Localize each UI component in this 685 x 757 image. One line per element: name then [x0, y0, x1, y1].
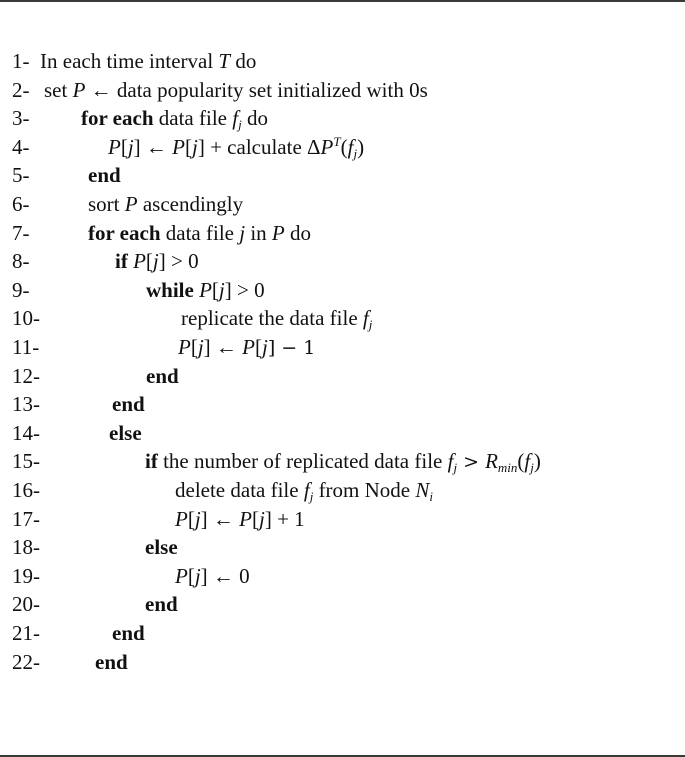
keyword: end [112, 621, 145, 645]
line-code [81, 104, 268, 132]
line-number: 17- [12, 506, 40, 531]
line-code [95, 648, 128, 676]
text-segment: [ [187, 563, 195, 588]
math-symbol: j [530, 460, 534, 476]
text-segment: ( [517, 449, 525, 474]
line-number: 9- [12, 277, 30, 302]
text-segment: ] ← [203, 335, 243, 359]
line-code [178, 333, 315, 362]
math-symbol: f [524, 449, 531, 474]
keyword: if [115, 249, 134, 274]
math-symbol: j [453, 460, 458, 476]
line-number: 22- [12, 649, 40, 674]
text-segment: [ [252, 506, 259, 531]
math-symbol: j [238, 117, 242, 133]
text-segment: from Node [313, 478, 416, 502]
line-code [175, 505, 305, 533]
math-symbol: j [353, 145, 358, 161]
keyword: end [145, 592, 178, 617]
text-segment: ] ← [200, 506, 240, 531]
keyword: else [145, 535, 178, 560]
text-segment: delete data file [175, 478, 304, 502]
line-code [146, 276, 265, 304]
line-number: 4- [12, 134, 30, 159]
line-number: 2- [12, 77, 30, 102]
math-symbol: j [192, 134, 198, 159]
line-number: 20- [12, 592, 40, 617]
text-segment: ] ← 0 [200, 563, 250, 588]
math-symbol: P [242, 335, 255, 359]
text-segment: ← data popularity set initialized with 0s [85, 77, 428, 102]
text-segment: in [245, 220, 272, 245]
line-code [145, 590, 178, 618]
math-symbol: N [415, 478, 430, 502]
keyword: if [145, 449, 158, 474]
line-number: 1- [12, 49, 30, 73]
math-symbol: j [368, 317, 373, 333]
line-code [175, 476, 433, 504]
math-symbol: j [127, 134, 134, 159]
math-symbol: f [303, 478, 310, 502]
text-segment: [ [120, 134, 128, 159]
text-segment: do [230, 49, 257, 73]
text-segment: ] > 0 [158, 249, 199, 274]
math-symbol: P [172, 134, 185, 159]
keyword: end [88, 163, 121, 188]
line-number: 18- [12, 535, 40, 560]
text-segment: ] + 1 [264, 506, 305, 531]
text-segment: [ [187, 506, 195, 531]
line-number: 8- [12, 249, 30, 274]
text-segment: ] > 0 [224, 277, 265, 302]
text-segment: ( [340, 134, 348, 159]
math-symbol: j [259, 506, 265, 531]
math-symbol: j [262, 335, 268, 359]
line-number: 14- [12, 420, 40, 445]
text-segment: do [241, 106, 268, 131]
line-number: 6- [12, 192, 30, 216]
math-symbol: min [497, 460, 518, 476]
line-number: 3- [12, 106, 30, 131]
math-symbol: P [178, 335, 191, 359]
line-number: 16- [12, 478, 40, 502]
math-symbol: j [152, 249, 159, 274]
math-symbol: P [108, 134, 121, 159]
text-segment: replicate the data file [181, 306, 363, 331]
line-number: 21- [12, 621, 40, 645]
math-symbol: i [429, 489, 434, 504]
math-symbol: P [72, 77, 86, 102]
keyword: while [146, 277, 200, 302]
math-symbol: P [320, 134, 334, 159]
math-symbol: P [199, 277, 212, 302]
math-symbol: j [309, 489, 314, 504]
keyword: end [146, 363, 179, 388]
line-code [40, 47, 256, 75]
math-symbol: > [457, 451, 486, 474]
line-number: 11- [12, 335, 40, 359]
math-symbol: T [218, 49, 231, 73]
line-code [88, 219, 311, 247]
text-segment: [ [190, 335, 198, 359]
text-segment: the number of replicated data file [157, 449, 448, 474]
keyword: end [95, 649, 128, 674]
text-segment: In each time interval [40, 49, 219, 73]
text-segment: ) [357, 134, 365, 159]
math-symbol: ] − 1 [267, 337, 316, 359]
math-symbol: f [347, 134, 354, 159]
line-number: 5- [12, 163, 30, 188]
text-segment: [ [211, 277, 219, 302]
keyword: for each [81, 106, 154, 131]
line-code [145, 533, 178, 561]
line-number: 15- [12, 449, 40, 474]
math-symbol: P [133, 249, 146, 274]
math-symbol: T [333, 133, 341, 149]
keyword: for each [88, 220, 161, 245]
line-code [88, 161, 121, 189]
math-symbol: P [239, 506, 252, 531]
math-symbol: P [124, 192, 138, 216]
math-symbol: f [447, 449, 454, 474]
line-code [181, 304, 372, 332]
line-code [112, 390, 145, 418]
text-segment: do [284, 220, 311, 245]
math-symbol: j [239, 220, 246, 245]
line-number: 10- [12, 306, 40, 331]
math-symbol: f [362, 306, 369, 331]
text-segment: data file [160, 220, 240, 245]
text-segment: ] ← [133, 134, 173, 159]
line-number: 7- [12, 220, 30, 245]
math-symbol: R [485, 449, 498, 474]
line-code [146, 362, 179, 390]
text-segment: [ [145, 249, 153, 274]
text-segment: [ [185, 134, 192, 159]
text-segment: ascendingly [137, 192, 244, 216]
line-number: 19- [12, 563, 40, 588]
text-segment: sort [88, 192, 125, 216]
math-symbol: j [194, 563, 201, 588]
line-code [175, 562, 250, 590]
line-number: 12- [12, 363, 40, 388]
line-code [115, 247, 199, 275]
text-segment: ) [533, 449, 541, 474]
keyword: end [112, 392, 145, 417]
math-symbol: j [194, 506, 201, 531]
line-code [109, 419, 142, 447]
text-segment: ] + calculate Δ [197, 134, 321, 159]
math-symbol: j [218, 277, 225, 302]
keyword: else [109, 420, 142, 445]
line-code [108, 133, 364, 161]
math-symbol: P [271, 220, 285, 245]
text-segment: set [44, 77, 73, 102]
math-symbol: j [197, 335, 204, 359]
line-number: 13- [12, 392, 40, 417]
text-segment: data file [153, 106, 233, 131]
line-code [88, 190, 243, 218]
math-symbol: f [232, 106, 239, 131]
line-code [112, 619, 145, 647]
math-symbol: P [175, 563, 188, 588]
math-symbol: P [175, 506, 188, 531]
text-segment: [ [255, 335, 262, 359]
line-code [145, 447, 541, 476]
line-code [44, 76, 428, 104]
